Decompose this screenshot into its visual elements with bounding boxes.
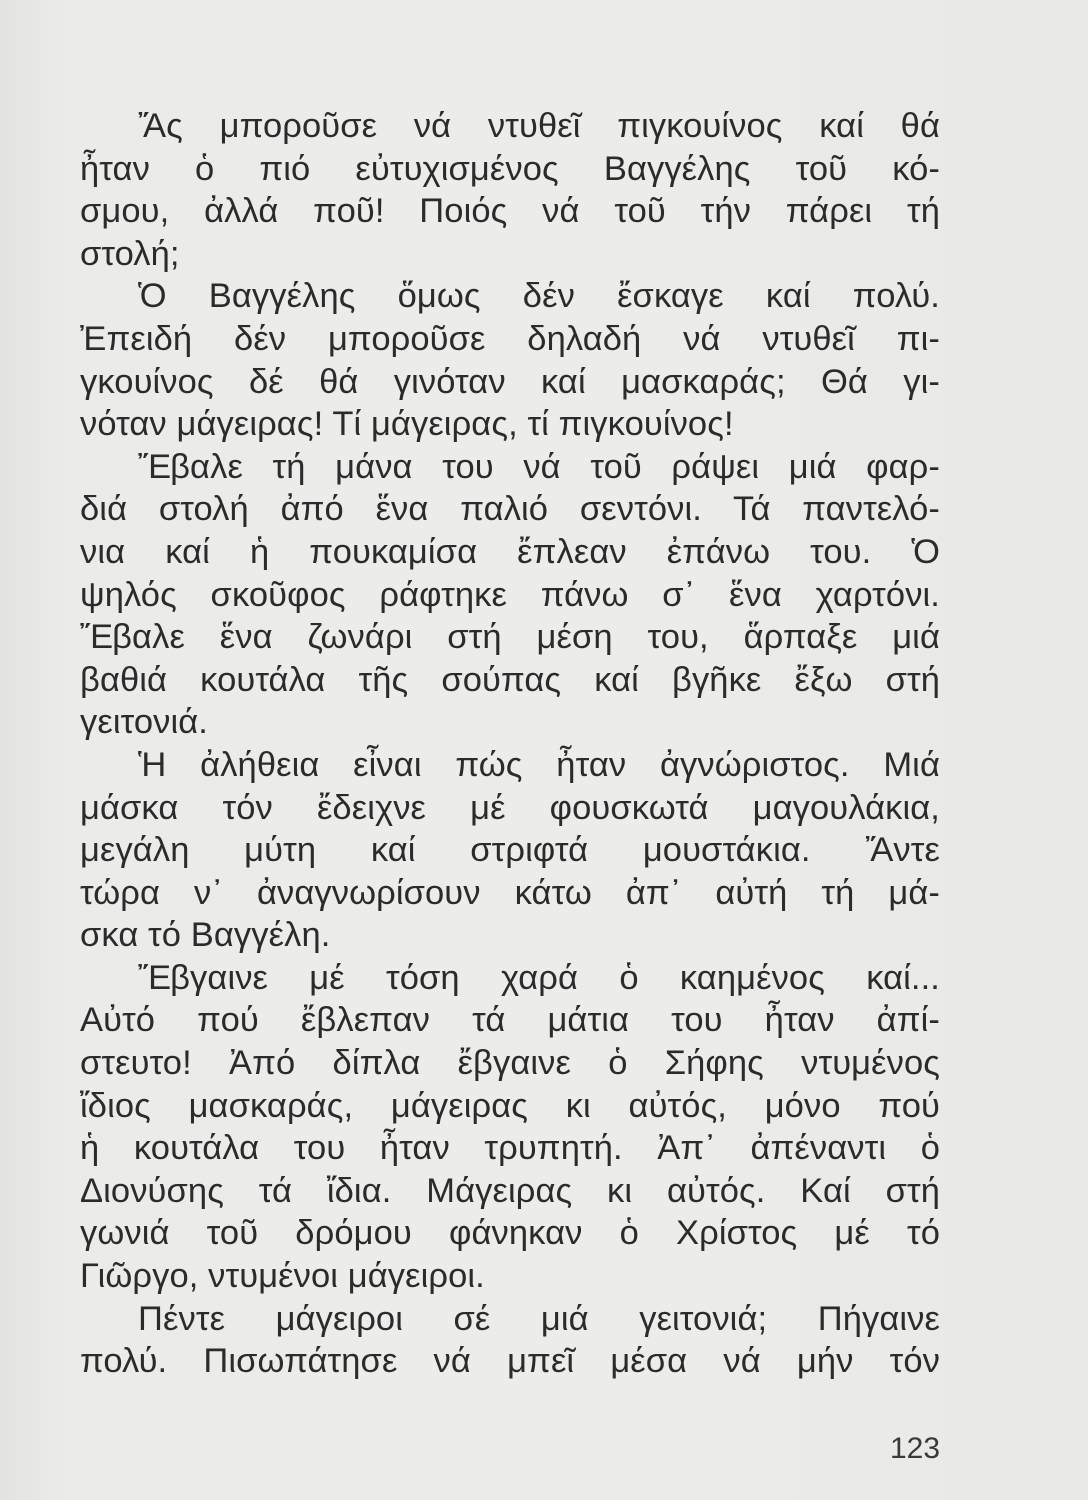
text-line: γωνιά τοῦ δρόμου φάνηκαν ὁ Χρίστος μέ τό (80, 1214, 940, 1253)
text-line: σκα τό Βαγγέλη. (80, 916, 331, 955)
page-number: 123 (890, 1432, 941, 1465)
text-line: Ἐπειδή δέν μποροῦσε δηλαδή νά ντυθεῖ πι- (80, 319, 940, 358)
text-line: στολή; (80, 234, 180, 273)
text-line: πολύ. Πισωπάτησε νά μπεῖ μέσα νά μήν τόν (80, 1342, 940, 1381)
body-text (80, 105, 940, 1383)
text-line: Πέντε μάγειροι σέ μιά γειτονιά; Πήγαινε (138, 1299, 940, 1338)
text-line: Ἔβαλε τή μάνα του νά τοῦ ράψει μιά φαρ- (138, 447, 940, 486)
text-line: σμου, ἀλλά ποῦ! Ποιός νά τοῦ τήν πάρει τή (80, 192, 940, 231)
text-line: Ἡ ἀλήθεια εἶναι πώς ἦταν ἀγνώριστος. Μιά (138, 745, 940, 784)
text-line: νόταν μάγειρας! Τί μάγειρας, τί πιγκουίνος! (80, 405, 734, 444)
text-line: γειτονιά. (80, 703, 208, 742)
text-line: Διονύσης τά ἴδια. Μάγειρας κι αὐτός. Καί στή (80, 1171, 940, 1210)
text-line: ἦταν ὁ πιό εὐτυχισμένος Βαγγέλης τοῦ κό- (80, 149, 940, 188)
text-line: Ὁ Βαγγέλης ὅμως δέν ἔσκαγε καί πολύ. (138, 277, 940, 316)
text-line: ψηλός σκοῦφος ράφτηκε πάνω σ᾽ ἕνα χαρτόνι. (80, 575, 940, 614)
text-line: ἡ κουτάλα του ἦταν τρυπητή. Ἀπ᾽ ἀπέναντι ὁ (80, 1129, 940, 1168)
text-line: Ἄς μποροῦσε νά ντυθεῖ πιγκουίνος καί θά (138, 107, 940, 145)
text-line: τώρα ν᾽ ἀναγνωρίσουν κάτω ἀπ᾽ αὐτή τή μά- (80, 873, 940, 912)
text-line: ἴδιος μασκαράς, μάγειρας κι αὐτός, μόνο πού (80, 1086, 940, 1125)
text-line: Αὐτό πού ἔβλεπαν τά μάτια του ἦταν ἀπί- (80, 1001, 940, 1040)
text-line: Ἔβαλε ἕνα ζωνάρι στή μέση του, ἅρπαξε μιά (80, 618, 940, 657)
text-line: Γιῶργο, ντυμένοι μάγειροι. (80, 1257, 485, 1296)
text-line: μεγάλη μύτη καί στριφτά μουστάκια. Ἄντε (80, 831, 940, 870)
text-line: μάσκα τόν ἔδειχνε μέ φουσκωτά μαγουλάκια, (80, 788, 940, 827)
text-line: βαθιά κουτάλα τῆς σούπας καί βγῆκε ἔξω στή (80, 660, 940, 699)
text-line: νια καί ἡ πουκαμίσα ἔπλεαν ἐπάνω του. Ὁ (80, 532, 940, 571)
text-line: γκουίνος δέ θά γινόταν καί μασκαράς; Θά γι- (80, 362, 940, 401)
text-line: διά στολή ἀπό ἕνα παλιό σεντόνι. Τά παντελό- (80, 490, 940, 529)
text-line: Ἔβγαινε μέ τόση χαρά ὁ καημένος καί... (138, 958, 940, 997)
text-line: στευτο! Ἀπό δίπλα ἔβγαινε ὁ Σήφης ντυμένος (80, 1044, 940, 1083)
